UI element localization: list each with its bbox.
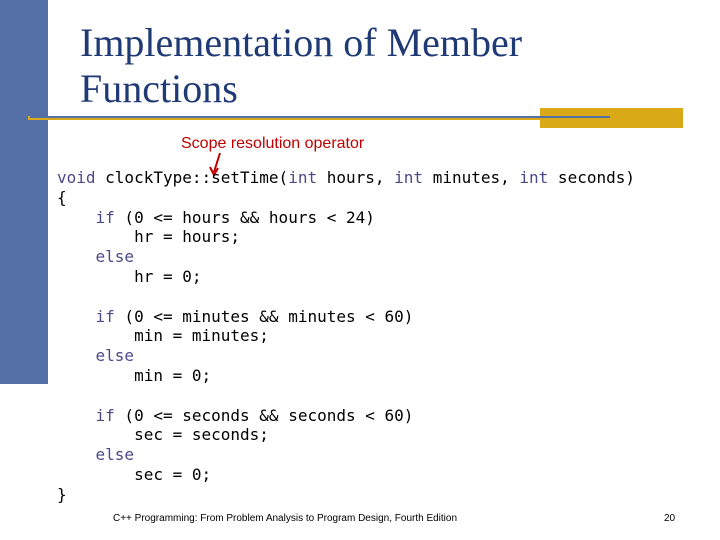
code-line [57,267,635,287]
code-text: { [57,187,67,207]
code-text: (0 <= minutes && minutes < 60) [114,306,414,326]
scope-resolution-annotation: Scope resolution operator [181,135,365,152]
code-text: (0 <= hours && hours < 24) [114,207,375,227]
slide-title-line-1: Implementation of Member [80,20,523,65]
title-underline-blue [30,116,610,118]
slide-title [80,20,640,112]
code-keyword: else [95,346,135,366]
code-text [57,307,96,326]
code-text: min = minutes; [57,326,269,346]
code-line [57,425,635,445]
code-text: seconds) [548,168,635,187]
code-line [57,485,635,505]
code-line [57,168,635,188]
code-text: minutes, [423,168,520,187]
code-line [57,188,635,208]
code-line [57,247,635,267]
code-text [57,406,96,425]
code-text: clockType::setTime( [95,168,289,187]
code-keyword: int [394,168,424,187]
code-keyword: int [519,168,549,187]
code-text [57,208,96,227]
code-text [57,445,96,464]
code-keyword: else [95,445,135,465]
code-keyword: else [95,247,135,267]
code-text: } [57,484,67,504]
code-line [57,465,635,485]
code-line [57,346,635,366]
code-text: sec = 0; [57,464,212,484]
page-number: 20 [664,513,676,524]
code-line [57,227,635,247]
code-text [57,247,96,266]
code-text: min = 0; [57,365,212,385]
code-text: sec = seconds; [57,425,269,445]
slide-title-line-2: Functions [80,66,238,111]
code-line [57,386,635,406]
code-text: hr = hours; [57,227,241,247]
code-line [57,406,635,426]
code-text: (0 <= seconds && seconds < 60) [114,405,414,425]
code-block [57,168,635,505]
code-keyword: void [57,168,96,187]
code-keyword: if [95,207,115,227]
code-text: hours, [317,168,395,187]
code-keyword: if [95,405,115,425]
code-line [57,307,635,327]
code-text: hr = 0; [57,266,202,286]
code-line [57,326,635,346]
code-line [57,445,635,465]
code-keyword: int [288,168,318,187]
code-text [57,346,96,365]
code-keyword: if [95,306,115,326]
code-line [57,208,635,228]
footer-text: C++ Programming: From Problem Analysis to Program Design, Fourth Edition [113,513,458,524]
code-line [57,366,635,386]
left-accent-bar [0,0,48,384]
code-line [57,287,635,307]
